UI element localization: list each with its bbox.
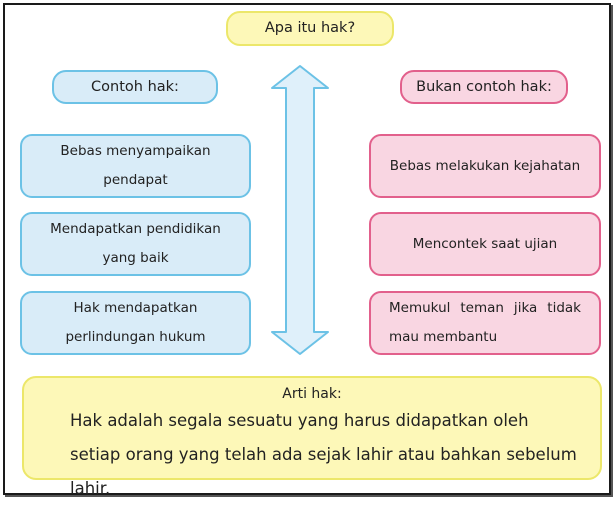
arti-hak-text: Hak adalah segala sesuatu yang harus didapatkan oleh setiap orang yang telah ada sejak lahir atau bahkan sebelum lahir.	[70, 411, 577, 498]
contoh-item-2	[20, 212, 251, 276]
contoh-item-3	[20, 291, 251, 355]
bukan-item-1	[369, 134, 601, 198]
bukan-contoh-hak-header-text: Bukan contoh hak:	[416, 78, 552, 95]
bukan-item-2	[369, 212, 601, 276]
bukan-contoh-hak-header	[400, 70, 568, 104]
contoh-item-1-text: Bebas menyampaikan pendapat	[60, 143, 211, 188]
contoh-item-1	[20, 134, 251, 198]
contoh-hak-header-text: Contoh hak:	[91, 78, 179, 95]
contoh-hak-header	[52, 70, 218, 104]
bukan-item-2-text: Mencontek saat ujian	[412, 235, 558, 252]
bukan-item-3	[369, 291, 601, 355]
double-arrow-icon	[268, 64, 332, 356]
contoh-item-3-text: Hak mendapatkan perlindungan hukum	[65, 300, 206, 345]
bukan-item-3-text: Memukul teman jika tidak mau membantu	[389, 300, 581, 345]
arti-hak-box	[22, 376, 602, 498]
title-box	[226, 11, 394, 46]
contoh-item-2-text: Mendapatkan pendidikan yang baik	[50, 221, 221, 266]
bukan-item-1-text: Bebas melakukan kejahatan	[389, 157, 581, 174]
title-text: Apa itu hak?	[264, 20, 356, 36]
arti-hak-label: Arti hak:	[282, 386, 342, 402]
